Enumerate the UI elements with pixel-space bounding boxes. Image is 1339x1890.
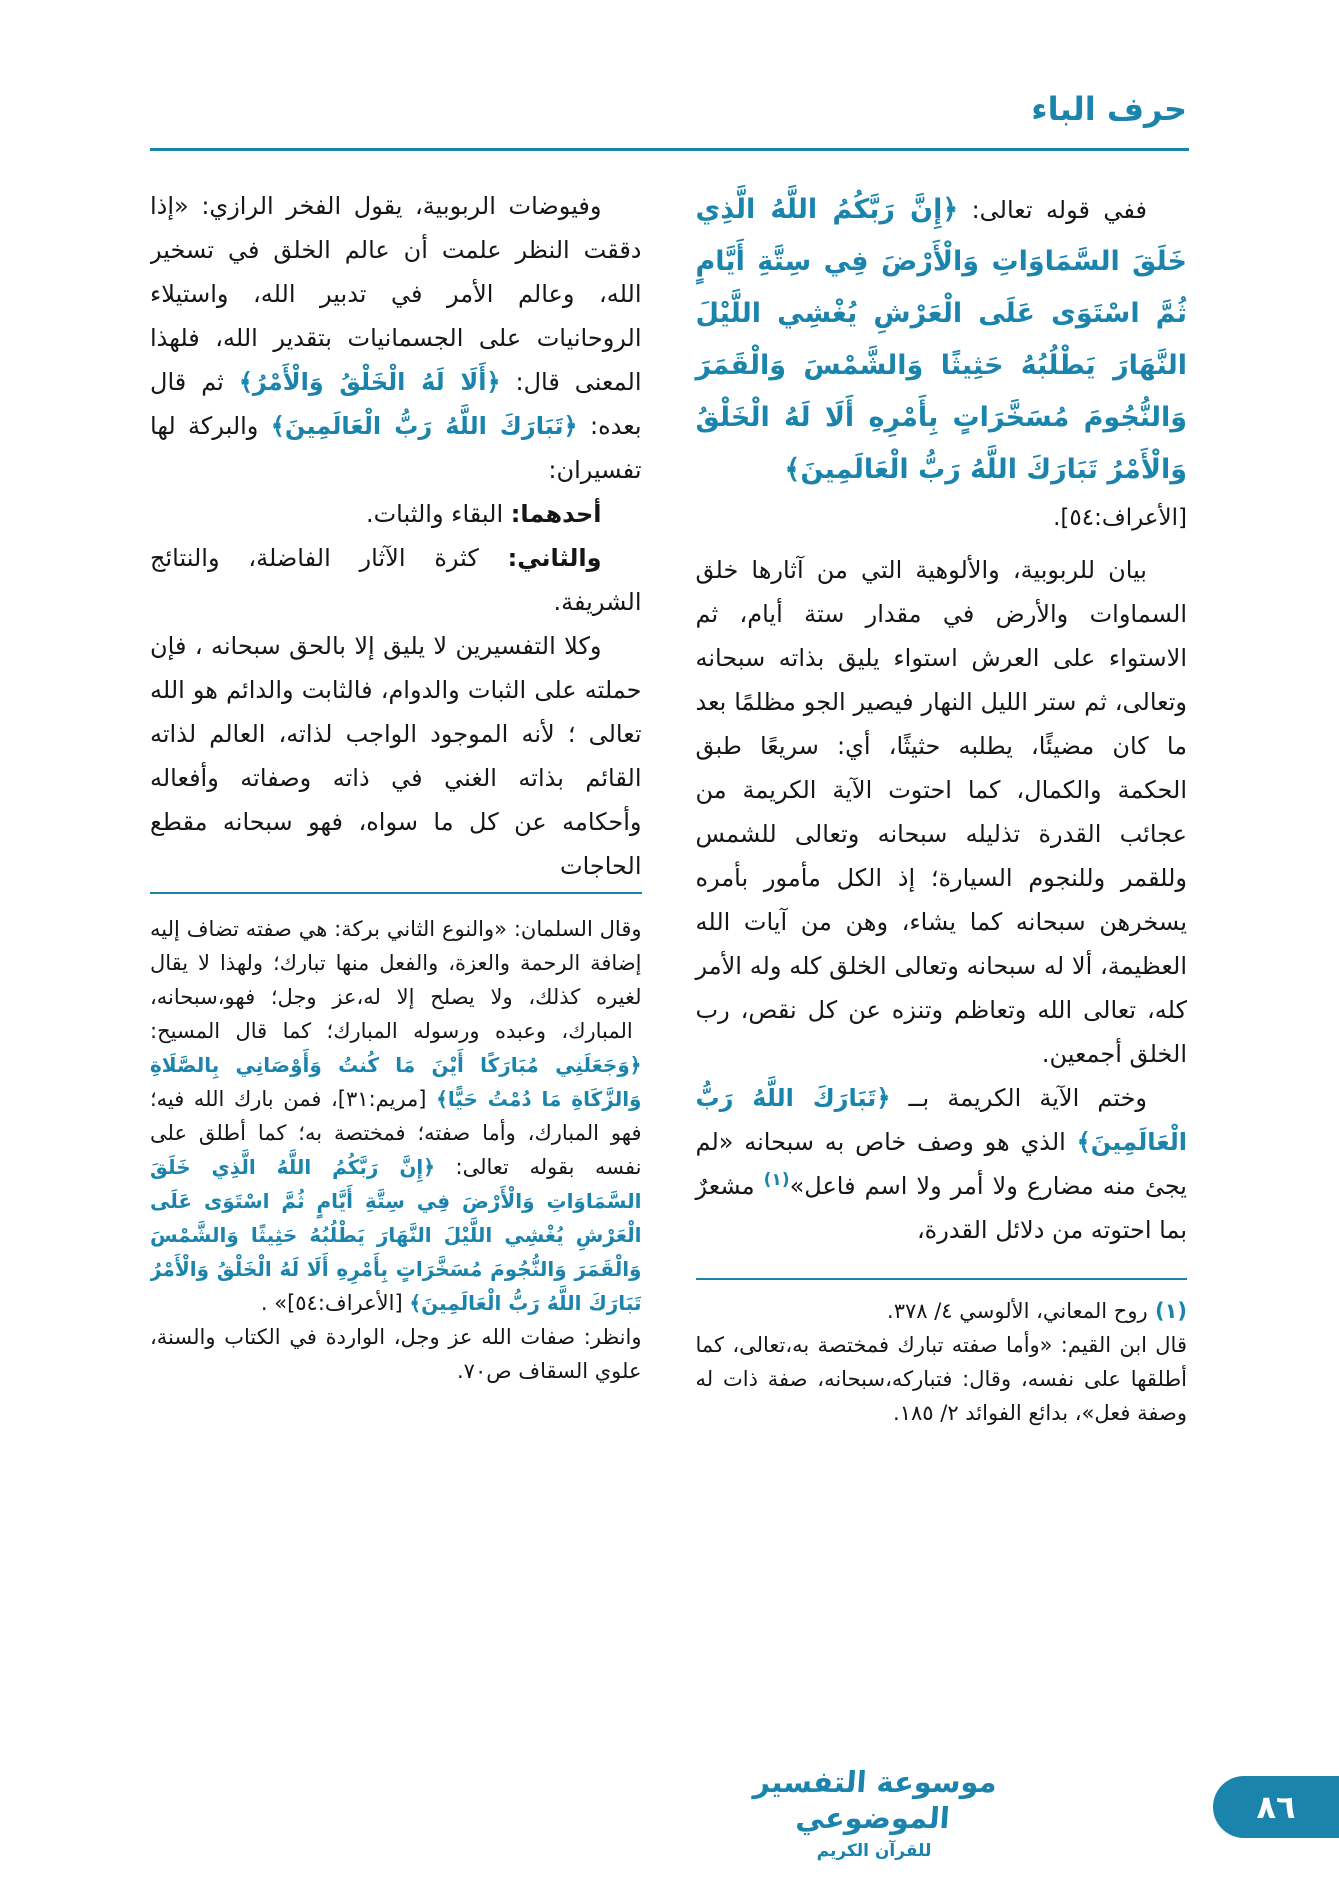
footnote-entry: قال ابن القيم: «وأما صفته تبارك فمختصة به،تعالى، كما أطلقها على نفسه، وقال: فتباركه،سبحانه، صفة ذات له وصفة فعل»، بدائع الفوائد ٢/ ١٨٥.: [695, 1333, 1187, 1425]
footnote-number: (١): [1147, 1299, 1187, 1323]
intro-paragraph: [696, 184, 1188, 496]
list-lead: أحدهما:: [510, 500, 602, 528]
quran-verse-maryam31: ﴿وَجَعَلَنِي مُبَارَكًا أَيْنَ مَا كُنتُ وَأَوْصَانِي بِالصَّلَاةِ وَالزَّكَاةِ مَا دُمْتُ حَيًّا﴾: [150, 1053, 642, 1111]
list-lead: والثاني:: [507, 544, 602, 572]
text-run: وفيوضات الربوبية، يقول الفخر الرازي: «إذا دققت النظر علمت أن عالم الخلق في تسخير الله، وعالم الأمر في تدبير الله، واستيلاء الروحانيات على الجسمانيات بتقدير الله، فلهذا المعنى قال:: [150, 192, 642, 396]
text-run: البقاء والثبات.: [365, 500, 511, 528]
second-meaning-paragraph: [150, 536, 642, 624]
quran-verse-araf54: ﴿إِنَّ رَبَّكُمُ اللَّهُ الَّذِي خَلَقَ السَّمَاوَاتِ وَالْأَرْضَ فِي سِتَّةِ أَيَّامٍ ثُمَّ اسْتَوَى عَلَى الْعَرْشِ يُغْشِي اللَّيْلَ النَّهَارَ يَطْلُبُهُ حَثِيثًا وَالشَّمْسَ وَالْقَمَرَ وَالنُّجُومَ مُسَخَّرَاتٍ بِأَمْرِهِ أَلَا لَهُ الْخَلْقُ وَالْأَمْرُ تَبَارَكَ اللَّهُ رَبُّ الْعَالَمِينَ﴾: [695, 194, 1187, 485]
footnote-marker-1: (١): [763, 1170, 790, 1190]
footnote-separator: [696, 1278, 1188, 1280]
footnote-separator: [150, 892, 642, 894]
quran-verse-tabaraka: ﴿تَبَارَكَ اللَّهُ رَبُّ الْعَالَمِينَ﴾: [270, 412, 578, 440]
left-column: [150, 184, 642, 1388]
text-run: مشعرٌ بما احتوته من دلائل القدرة،: [695, 1172, 1187, 1244]
footnote-text: [مريم:٣١]، فمن بارك الله فيه؛ فهو المبارك، وأما صفته؛ فمختصة به؛ كما أطلق على نفسه بقوله تعالى:: [150, 1087, 642, 1179]
footnotes-left: [150, 912, 642, 1388]
page-number-badge: [1213, 1776, 1339, 1838]
quran-verse-khalq-amr: ﴿أَلَا لَهُ الْخَلْقُ وَالْأَمْرُ﴾: [238, 368, 501, 396]
see-also-note: وانظر: صفات الله عز وجل، الواردة في الكتاب والسنة، علوي السقاف ص٧٠.: [150, 1325, 642, 1383]
logo-title: موسوعة التفسير الموضوعي: [752, 1765, 999, 1836]
logo-subtitle: للقرآن الكريم: [816, 1840, 932, 1861]
footnote-text: روح المعاني، الألوسي ٤/ ٣٧٨.: [887, 1299, 1148, 1323]
text-run: والبركة لها تفسيران:: [150, 412, 642, 484]
footnote-text: وقال السلمان: «والنوع الثاني بركة: هي صفته تضاف إليه إضافة الرحمة والعزة، والفعل منها تبارك؛ ولهذا لا يقال لغيره كذلك، ولا يصلح إلا له،عز وجل؛ فهو،سبحانه، المبارك، وعبده ورسوله المبارك؛ كما قال المسيح:: [150, 917, 642, 1043]
first-meaning-paragraph: [150, 492, 642, 536]
publisher-logo: [729, 1764, 1019, 1862]
footnotes-right: [696, 1278, 1188, 1430]
text-run: كثرة الآثار الفاضلة، والنتائج الشريفة.: [150, 544, 642, 616]
quran-verse-tabaraka: ﴿تَبَارَكَ اللَّهُ رَبُّ الْعَالَمِينَ﴾: [695, 1084, 1187, 1156]
page-body: [150, 184, 1187, 1430]
conclusion-paragraph: وكلا التفسيرين لا يليق إلا بالحق سبحانه ، فإن حملته على الثبات والدوام، فالثابت والدائم هو الله تعالى ؛ لأنه الموجود الواجب لذاته، العالم لذاته القائم بذاته الغني في ذاته وصفاته وأفعاله وأحكامه عن كل ما سواه، فهو سبحانه مقطع الحاجات: [150, 632, 642, 880]
footnote-entry: [150, 912, 642, 1320]
intro-lead: ففي قوله تعالى:: [958, 196, 1147, 224]
text-run: الذي هو وصف خاص به سبحانه «لم يجئ منه مضارع ولا أمر ولا اسم فاعل»: [695, 1128, 1187, 1200]
page-number: ٨٦: [1256, 1788, 1296, 1826]
footnote-entry: [696, 1294, 1188, 1328]
chapter-title: حرف الباء: [1031, 90, 1187, 128]
quran-verse-araf54-small: ﴿إِنَّ رَبَّكُمُ اللَّهُ الَّذِي خَلَقَ السَّمَاوَاتِ وَالْأَرْضَ فِي سِتَّةِ أَيَّامٍ ثُمَّ اسْتَوَى عَلَى الْعَرْشِ يُغْشِي اللَّيْلَ النَّهَارَ يَطْلُبُهُ حَثِيثًا وَالشَّمْسَ وَالْقَمَرَ وَالنُّجُومَ مُسَخَّرَاتٍ بِأَمْرِهِ أَلَا لَهُ الْخَلْقُ وَالْأَمْرُ تَبَارَكَ اللَّهُ رَبُّ الْعَالَمِينَ﴾: [150, 1155, 642, 1315]
verse-reference: [الأعراف:٥٤].: [1053, 505, 1187, 531]
text-run: ثم قال بعده:: [150, 368, 642, 440]
text-run: وختم الآية الكريمة بــ: [890, 1084, 1147, 1112]
razi-quote-paragraph: [150, 184, 642, 492]
closing-paragraph: [696, 1076, 1188, 1252]
commentary-paragraph: بيان للربوبية، والألوهية التي من آثارها خلق السماوات والأرض في مقدار ستة أيام، ثم الاستواء على العرش استواء يليق بذاته سبحانه وتعالى، ثم ستر الليل النهار فيصير الجو مظلمًا بعد ما كان مضيئًا، يطلبه حثيثًا، أي: سريعًا طبق الحكمة والكمال، كما احتوت الآية الكريمة من عجائب القدرة تذليله سبحانه وتعالى للشمس وللقمر وللنجوم السيارة؛ إذ الكل مأمور بأمره يسخرهن سبحانه كما يشاء، وهن من آيات الله العظيمة، ألا له سبحانه وتعالى الخلق كله وله الأمر كله، تعالى الله وتعاظم وتنزه عن كل نقص، رب الخلق أجمعين.: [695, 556, 1187, 1068]
header-rule: [150, 148, 1189, 151]
footnote-text: [الأعراف:٥٤]» .: [260, 1291, 403, 1315]
right-column: [696, 184, 1188, 1430]
